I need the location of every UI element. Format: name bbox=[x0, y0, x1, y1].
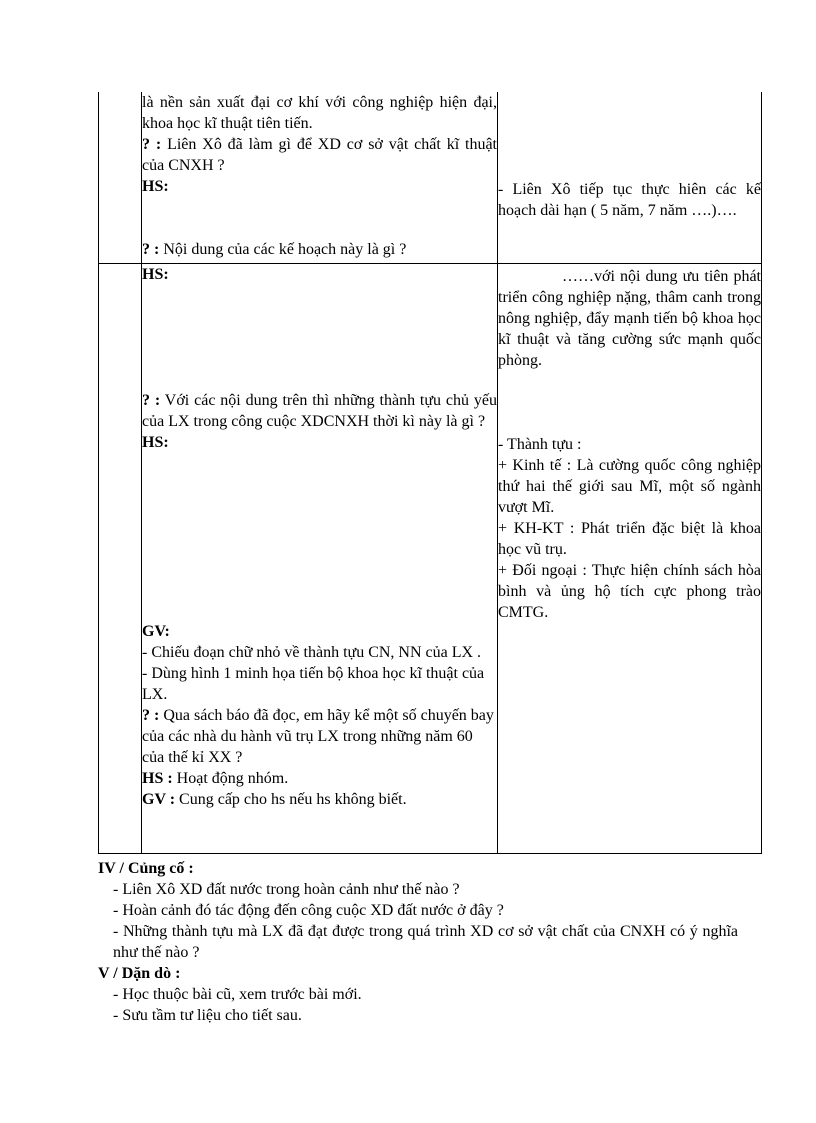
gv-activity-text: Cung cấp cho hs nếu hs không biết. bbox=[175, 791, 407, 808]
spacer bbox=[498, 371, 761, 434]
spacer bbox=[142, 285, 497, 390]
homework-item: - Học thuộc bài cũ, xem trước bài mới. bbox=[113, 986, 362, 1003]
table-cell-empty bbox=[99, 264, 142, 854]
content-cell bbox=[498, 92, 762, 264]
hs-label: HS: bbox=[142, 434, 169, 451]
achievement-item: + KH-KT : Phát triển đặc biệt là khoa học vũ trụ. bbox=[498, 520, 761, 558]
teacher-student-cell bbox=[142, 264, 498, 854]
consolidation-item: - Liên Xô XD đất nước trong hoàn cảnh như thế nào ? bbox=[113, 881, 460, 898]
gv-item: - Chiếu đoạn chữ nhỏ về thành tựu CN, NN của LX . bbox=[142, 644, 482, 661]
hs-label: HS : bbox=[142, 770, 173, 787]
content-paragraph: ……với nội dung ưu tiên phát triển công nghiệp nặng, thâm canh trong nông nghiệp, đẩy mạnh tiến bộ khoa học kĩ thuật và tăng cường sức mạnh quốc phòng. bbox=[498, 268, 761, 369]
hs-label: HS: bbox=[142, 266, 169, 283]
lesson-table bbox=[98, 92, 762, 854]
question-text: Với các nội dung trên thì những thành tựu chủ yếu của LX trong công cuộc XDCNXH thời kì này là gì ? bbox=[142, 392, 497, 430]
hs-activity-text: Hoạt động nhóm. bbox=[172, 770, 289, 787]
question bbox=[142, 705, 497, 768]
table-row bbox=[99, 264, 762, 854]
question-mark: ? : bbox=[142, 707, 160, 724]
question bbox=[142, 239, 497, 260]
question bbox=[142, 134, 497, 176]
achievement-item: + Kinh tế : Là cường quốc công nghiệp thứ hai thế giới sau Mĩ, một số ngành vượt Mĩ. bbox=[498, 457, 761, 516]
question-text: Qua sách báo đã đọc, em hãy kể một số chuyến bay của các nhà du hành vũ trụ LX trong những năm 60 của thế kỉ XX ? bbox=[142, 707, 494, 766]
paragraph: là nền sản xuất đại cơ khí với công nghiệp hiện đại, khoa học kĩ thuật tiên tiến. bbox=[142, 94, 497, 132]
spacer bbox=[142, 197, 497, 239]
question-mark: ? : bbox=[142, 136, 162, 153]
closing-section bbox=[98, 858, 738, 1026]
consolidation-item: - Những thành tựu mà LX đã đạt được trong quá trình XD cơ sở vật chất của CNXH có ý nghĩa như thế nào ? bbox=[113, 923, 738, 961]
homework-heading: V / Dặn dò : bbox=[98, 965, 181, 982]
homework-item: - Sưu tầm tư liệu cho tiết sau. bbox=[113, 1007, 302, 1024]
teacher-student-cell bbox=[142, 92, 498, 264]
gv-activity bbox=[142, 789, 497, 810]
question bbox=[142, 390, 497, 432]
table-cell-empty bbox=[99, 92, 142, 264]
consolidation-heading: IV / Củng cố : bbox=[98, 860, 194, 877]
content-cell bbox=[498, 264, 762, 854]
achievements-title: - Thành tựu : bbox=[498, 436, 582, 453]
question-mark: ? : bbox=[142, 241, 160, 258]
answer-text: - Liên Xô tiếp tục thực hiên các kế hoạch dài hạn ( 5 năm, 7 năm ….)…. bbox=[498, 181, 761, 219]
gv-label: GV: bbox=[142, 623, 170, 640]
question-text: Liên Xô đã làm gì để XD cơ sở vật chất kĩ thuật của CNXH ? bbox=[142, 136, 497, 174]
achievement-item: + Đối ngoại : Thực hiện chính sách hòa bình và ủng hộ tích cực phong trào CMTG. bbox=[498, 562, 761, 621]
hs-label: HS: bbox=[142, 178, 169, 195]
gv-item: - Dùng hình 1 minh họa tiến bộ khoa học kĩ thuật của LX. bbox=[142, 665, 485, 703]
hs-activity bbox=[142, 768, 497, 789]
gv-label: GV : bbox=[142, 791, 176, 808]
table-row bbox=[99, 92, 762, 264]
spacer bbox=[142, 453, 497, 621]
question-mark: ? : bbox=[142, 392, 161, 409]
question-text: Nội dung của các kế hoạch này là gì ? bbox=[159, 241, 407, 258]
consolidation-item: - Hoàn cảnh đó tác động đến công cuộc XD đất nước ở đây ? bbox=[113, 902, 504, 919]
spacer bbox=[498, 92, 761, 179]
